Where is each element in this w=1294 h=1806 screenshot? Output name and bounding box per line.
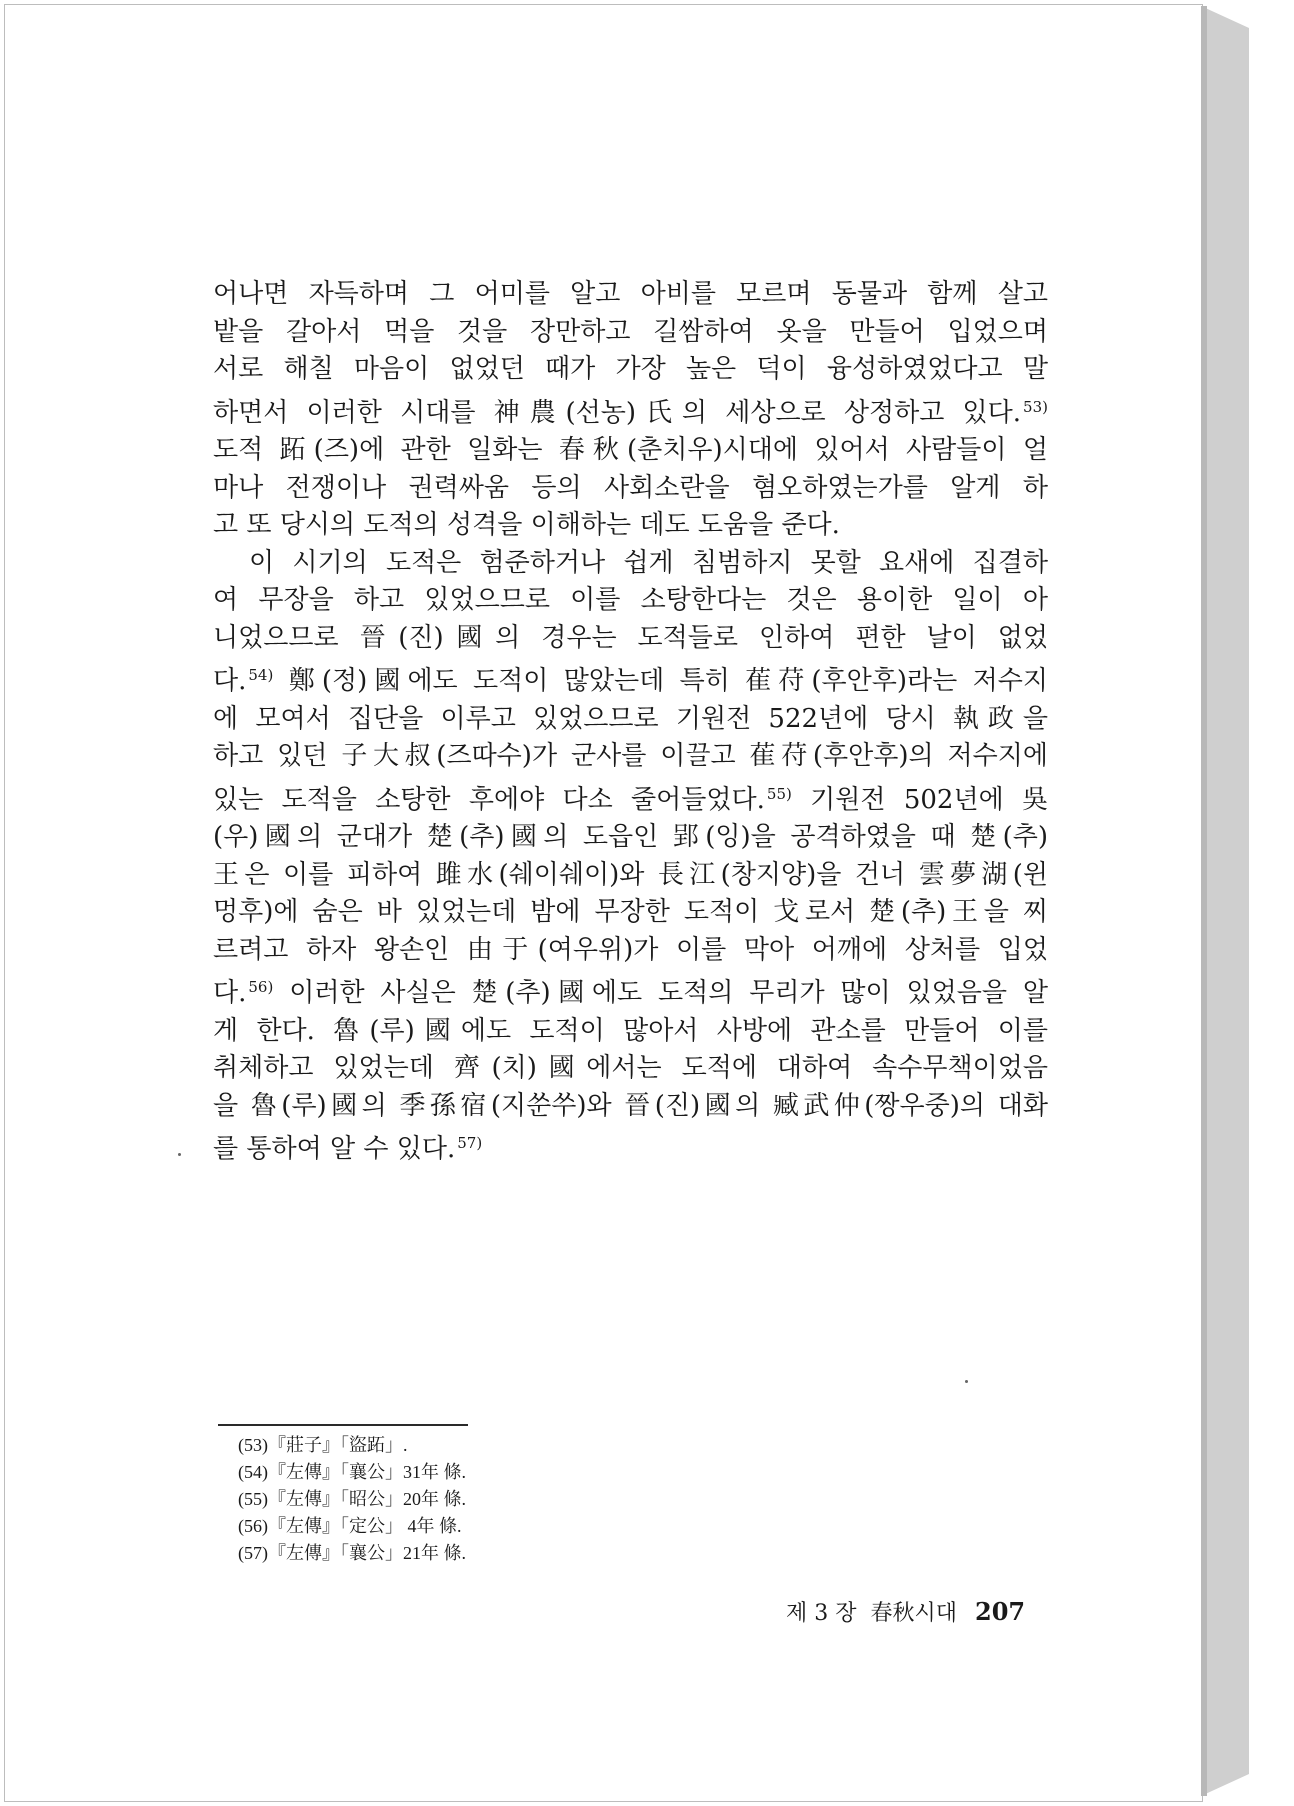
- text-line: [213, 701, 1048, 739]
- text-line-content: 이 시기의 도적은 험준하거나 쉽게 침범하지 못할 요새에 집결하: [213, 547, 1048, 578]
- text-line-content: 에 모여서 집단을 이루고 있었으므로 기원전 522년에 당시 執政을: [213, 703, 1048, 734]
- text-line: [213, 657, 1048, 701]
- text-line: [213, 1125, 1048, 1169]
- text-line: [213, 470, 1048, 508]
- text-line: [213, 969, 1048, 1013]
- text-line-content: 어나면 자득하며 그 어미를 알고 아비를 모르며 동물과 함께 살고: [213, 279, 1048, 309]
- footer-chapter: 제 3 장: [786, 1601, 857, 1626]
- page-edge-shadow: [1201, 6, 1207, 1796]
- text-line: [213, 776, 1048, 820]
- text-line: [213, 1088, 1048, 1126]
- text-line: [213, 545, 1048, 583]
- text-line-content: 있는 도적을 소탕한 후에야 다소 줄어들었다.: [213, 784, 765, 815]
- text-line-content: 王은 이를 피하여 雎水(쉐이쉐이)와 長江(창지양)을 건너 雲夢湖(윈: [213, 859, 1048, 890]
- text-line: [213, 1050, 1048, 1088]
- page-stack-edge: [1201, 6, 1249, 1796]
- footnote-55: (55)『左傳』「昭公」20年 條.: [238, 1489, 466, 1509]
- text-line: [213, 432, 1048, 470]
- footer-section: 春秋시대: [870, 1601, 958, 1626]
- scan-speck: [965, 1380, 968, 1383]
- text-line: [213, 276, 1048, 314]
- text-line-content: 게 한다. 魯(루)國에도 도적이 많아서 사방에 관소를 만들어 이를: [213, 1015, 1048, 1046]
- text-line: [213, 351, 1048, 389]
- footnote-reference[interactable]: 55): [766, 784, 792, 803]
- body-text: [213, 276, 1048, 1169]
- text-line-content: 여 무장을 하고 있었으므로 이를 소탕한다는 것은 용이한 일이 아: [213, 585, 1048, 615]
- scan-speck: [178, 1153, 181, 1156]
- text-line-content: 서로 해칠 마음이 없었던 때가 가장 높은 덕이 융성하였었다고 말: [213, 354, 1048, 384]
- text-line-content: (우)國의 군대가 楚(추)國의 도읍인 郢(잉)을 공격하였을 때 楚(추): [213, 822, 1048, 852]
- text-line: [213, 894, 1048, 932]
- text-line: [213, 314, 1048, 352]
- text-line-content: 니었으므로 晉(진)國의 경우는 도적들로 인하여 편한 날이 없었: [213, 622, 1048, 653]
- footnote-56: (56)『左傳』「定公」 4年 條.: [238, 1516, 462, 1536]
- text-line: [213, 582, 1048, 620]
- footnote-54: (54)『左傳』「襄公」31年 條.: [238, 1462, 466, 1482]
- text-line-continuation: 기원전 502년에 吳: [791, 784, 1048, 815]
- footnote-reference[interactable]: 56): [248, 978, 274, 996]
- text-line-content: 다.: [213, 666, 247, 696]
- footnote-reference[interactable]: 54): [248, 666, 274, 684]
- text-line: [213, 857, 1048, 895]
- footnote-57: (57)『左傳』「襄公」21年 條.: [238, 1543, 466, 1563]
- text-line: [213, 389, 1048, 433]
- text-line: [213, 620, 1048, 658]
- text-line-content: 멍후)에 숨은 바 있었는데 밤에 무장한 도적이 戈로서 楚(추)王을 찌: [213, 897, 1048, 927]
- text-line: [213, 932, 1048, 970]
- text-line-content: 르려고 하자 왕손인 由于(여우위)가 이를 막아 어깨에 상처를 입었: [213, 934, 1048, 965]
- text-line-continuation: 이러한 사실은 楚(추)國에도 도적의 무리가 많이 있었음을 알: [273, 978, 1048, 1008]
- footnote-53: (53)『莊子』「盜跖」.: [238, 1435, 408, 1455]
- text-line-continuation: 鄭(정)國에도 도적이 많았는데 특히 萑苻(후안후)라는 저수지: [273, 666, 1048, 696]
- text-line-content: 밭을 갈아서 먹을 것을 장만하고 길쌈하여 옷을 만들어 입었으며: [213, 316, 1048, 347]
- text-line: [213, 819, 1048, 857]
- text-line: [213, 738, 1048, 776]
- text-line-content: 고 또 당시의 도적의 성격을 이해하는 데도 도움을 준다.: [213, 510, 840, 540]
- footnote-separator: [218, 1424, 468, 1426]
- text-line-content: 을 魯(루)國의 季孫宿(지쑨쑤)와 晉(진)國의 臧武仲(짱우중)의 대화: [213, 1090, 1048, 1121]
- text-line-content: 하고 있던 子大叔(즈따수)가 군사를 이끌고 萑苻(후안후)의 저수지에: [213, 741, 1048, 771]
- page-number: 207: [975, 1597, 1026, 1626]
- text-line-content: 다.: [213, 978, 247, 1008]
- text-line-content: 마나 전쟁이나 권력싸움 등의 사회소란을 혐오하였는가를 알게 하: [213, 472, 1048, 503]
- footnote-reference[interactable]: 53): [1023, 397, 1048, 416]
- text-line-content: 하면서 이러한 시대를 神農(선농)氏의 세상으로 상정하고 있다.: [213, 397, 1022, 428]
- text-line-content: 취체하고 있었는데 齊(치)國에서는 도적에 대하여 속수무책이었음: [213, 1053, 1048, 1083]
- running-footer: [772, 1596, 1025, 1627]
- text-line-content: 를 통하여 알 수 있다.: [213, 1134, 456, 1164]
- text-line-content: 도적 跖(즈)에 관한 일화는 春秋(춘치우)시대에 있어서 사람들이 얼: [213, 435, 1048, 465]
- text-line: [213, 1013, 1048, 1051]
- footnote-reference[interactable]: 57): [457, 1134, 483, 1152]
- text-line: [213, 507, 1048, 545]
- footnotes: [238, 1432, 466, 1567]
